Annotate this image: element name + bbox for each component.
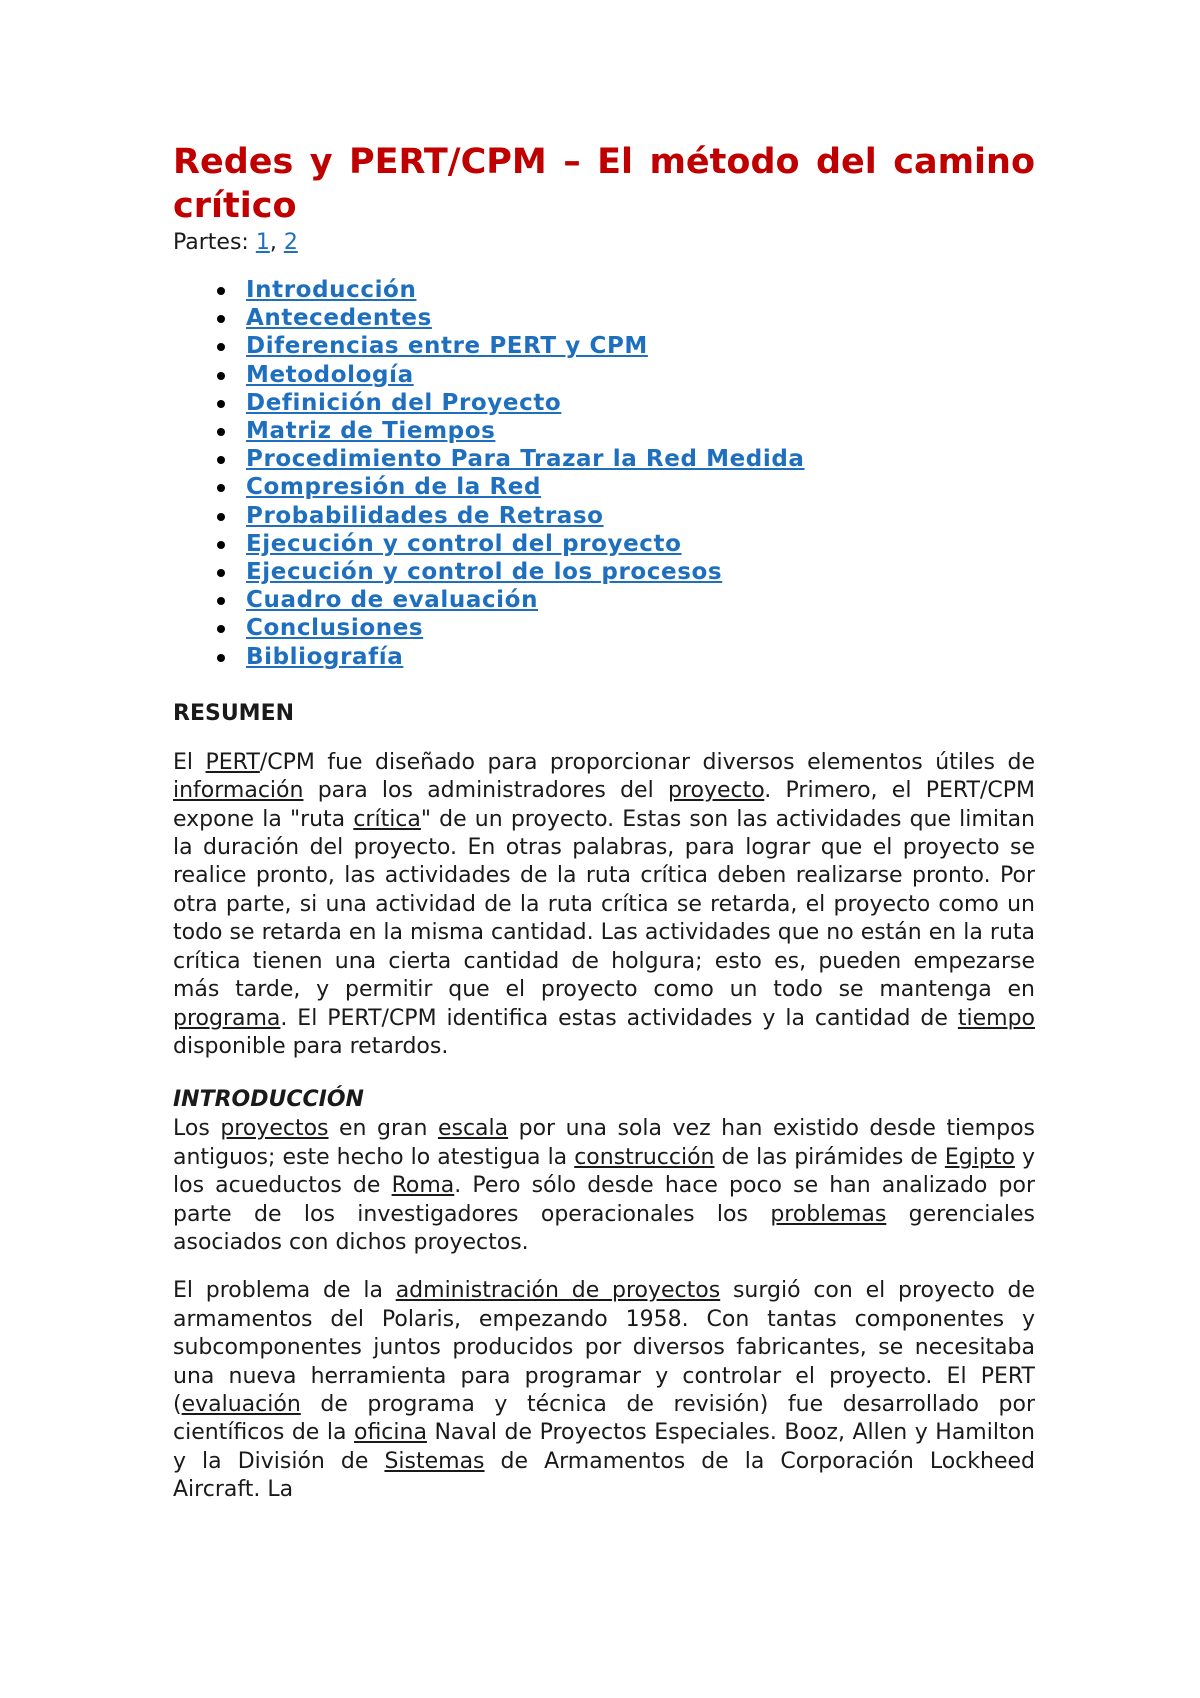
bullet-icon	[217, 484, 225, 492]
toc-link-ejecucion-procesos[interactable]: Ejecución y control de los procesos	[246, 559, 723, 586]
toc-item	[173, 643, 1035, 671]
inline-link[interactable]: administración de proyectos	[395, 1278, 721, 1304]
page-title: Redes y PERT/CPM – El método del camino crítico	[173, 142, 1035, 226]
bullet-icon	[217, 315, 225, 323]
toc-link-cuadro[interactable]: Cuadro de evaluación	[246, 587, 539, 614]
inline-link[interactable]: PERT	[205, 749, 260, 775]
bullet-icon	[217, 400, 225, 408]
toc-link-metodologia[interactable]: Metodología	[246, 361, 414, 388]
toc-item	[173, 304, 1035, 332]
inline-link[interactable]: crítica	[353, 806, 421, 832]
table-of-contents	[173, 276, 1035, 671]
inline-link[interactable]: problemas	[770, 1201, 887, 1227]
toc-item	[173, 361, 1035, 389]
toc-item	[173, 473, 1035, 501]
bullet-icon	[217, 541, 225, 549]
bullet-icon	[217, 569, 225, 577]
inline-link[interactable]: información	[173, 778, 304, 804]
toc-link-antecedentes[interactable]: Antecedentes	[246, 305, 432, 332]
resumen-heading: RESUMEN	[173, 700, 295, 726]
bullet-icon	[217, 287, 225, 295]
bullet-icon	[217, 456, 225, 464]
introduccion-paragraph-2: El problema de la administración de proyectos surgió con el proyecto de armamentos del Polaris, empezando 1958. Con tantas componentes y subcomponentes juntos producidos por diversos fabricantes, se necesitaba una nueva herramienta para programar y controlar el proyecto. El PERT (evaluación de programa y técnica de revisión) fue desarrollado por científicos de la oficina Naval de Proyectos Especiales. Booz, Allen y Hamilton y la División de Sistemas de Armamentos de la Corporación Lockheed Aircraft. La	[173, 1278, 1035, 1503]
toc-item	[173, 558, 1035, 586]
toc-item	[173, 445, 1035, 473]
parts-label: Partes:	[173, 230, 256, 255]
bullet-icon	[217, 597, 225, 605]
inline-link[interactable]: oficina	[353, 1420, 427, 1446]
toc-link-definicion[interactable]: Definición del Proyecto	[246, 389, 562, 416]
bullet-icon	[217, 513, 225, 521]
toc-item	[173, 530, 1035, 558]
parts-separator: ,	[269, 230, 284, 255]
document-page	[173, 140, 1035, 1505]
toc-item	[173, 332, 1035, 360]
toc-link-bibliografia[interactable]: Bibliografía	[246, 643, 404, 670]
inline-link[interactable]: Roma	[391, 1173, 455, 1199]
toc-item	[173, 502, 1035, 530]
inline-link[interactable]: evaluación	[181, 1391, 301, 1417]
inline-link[interactable]: Egipto	[944, 1144, 1015, 1170]
inline-link[interactable]: proyecto	[667, 778, 765, 804]
toc-link-introduccion[interactable]: Introducción	[246, 277, 417, 303]
toc-item	[173, 614, 1035, 642]
toc-link-conclusiones[interactable]: Conclusiones	[246, 615, 424, 642]
inline-link[interactable]: programa	[173, 1005, 281, 1031]
bullet-icon	[217, 625, 225, 633]
toc-item	[173, 276, 1035, 304]
inline-link[interactable]: construcción	[574, 1144, 715, 1170]
bullet-icon	[217, 372, 225, 380]
toc-link-diferencias[interactable]: Diferencias entre PERT y CPM	[246, 333, 648, 360]
introduccion-heading: INTRODUCCIÓN	[173, 1087, 364, 1113]
introduccion-paragraph-1: Los proyectos en gran escala por una sola vez han existido desde tiempos antiguos; este hecho lo atestigua la construcción de las pirámides de Egipto y los acueductos de Roma. Pero sólo desde hace poco se han analizado por parte de los investigadores operacionales los problemas gerenciales asociados con dichos proyectos.	[173, 1116, 1035, 1255]
inline-link[interactable]: Sistemas	[384, 1448, 485, 1474]
toc-item	[173, 389, 1035, 417]
toc-link-matriz[interactable]: Matriz de Tiempos	[246, 418, 496, 445]
toc-item	[173, 417, 1035, 445]
toc-link-compresion[interactable]: Compresión de la Red	[246, 474, 542, 501]
toc-link-procedimiento[interactable]: Procedimiento Para Trazar la Red Medida	[246, 446, 805, 473]
parts-nav	[173, 228, 1035, 258]
toc-link-probabilidades[interactable]: Probabilidades de Retraso	[246, 502, 604, 529]
inline-link[interactable]: proyectos	[220, 1116, 329, 1142]
bullet-icon	[217, 343, 225, 351]
resumen-paragraph: El PERT/CPM fue diseñado para proporcionar diversos elementos útiles de información para los administradores del proyecto. Primero, el PERT/CPM expone la "ruta crítica" de un proyecto. Estas son las actividades que limitan la duración del proyecto. En otras palabras, para lograr que el proyecto se realice pronto, las actividades de la ruta crítica deben realizarse pronto. Por otra parte, si una actividad de la ruta crítica se retarda, el proyecto como un todo se retarda en la misma cantidad. Las actividades que no están en la ruta crítica tienen una cierta cantidad de holgura; esto es, pueden empezarse más tarde, y permitir que el proyecto como un todo se mantenga en programa. El PERT/CPM identifica estas actividades y la cantidad de tiempo disponible para retardos.	[173, 749, 1036, 1059]
inline-link[interactable]: escala	[437, 1116, 509, 1142]
inline-link[interactable]: tiempo	[957, 1005, 1035, 1031]
bullet-icon	[217, 654, 225, 662]
bullet-icon	[217, 428, 225, 436]
part-link-1[interactable]: 1	[255, 230, 270, 255]
toc-link-ejecucion-proyecto[interactable]: Ejecución y control del proyecto	[246, 530, 682, 557]
part-link-2[interactable]: 2	[283, 230, 298, 255]
toc-item	[173, 586, 1035, 614]
